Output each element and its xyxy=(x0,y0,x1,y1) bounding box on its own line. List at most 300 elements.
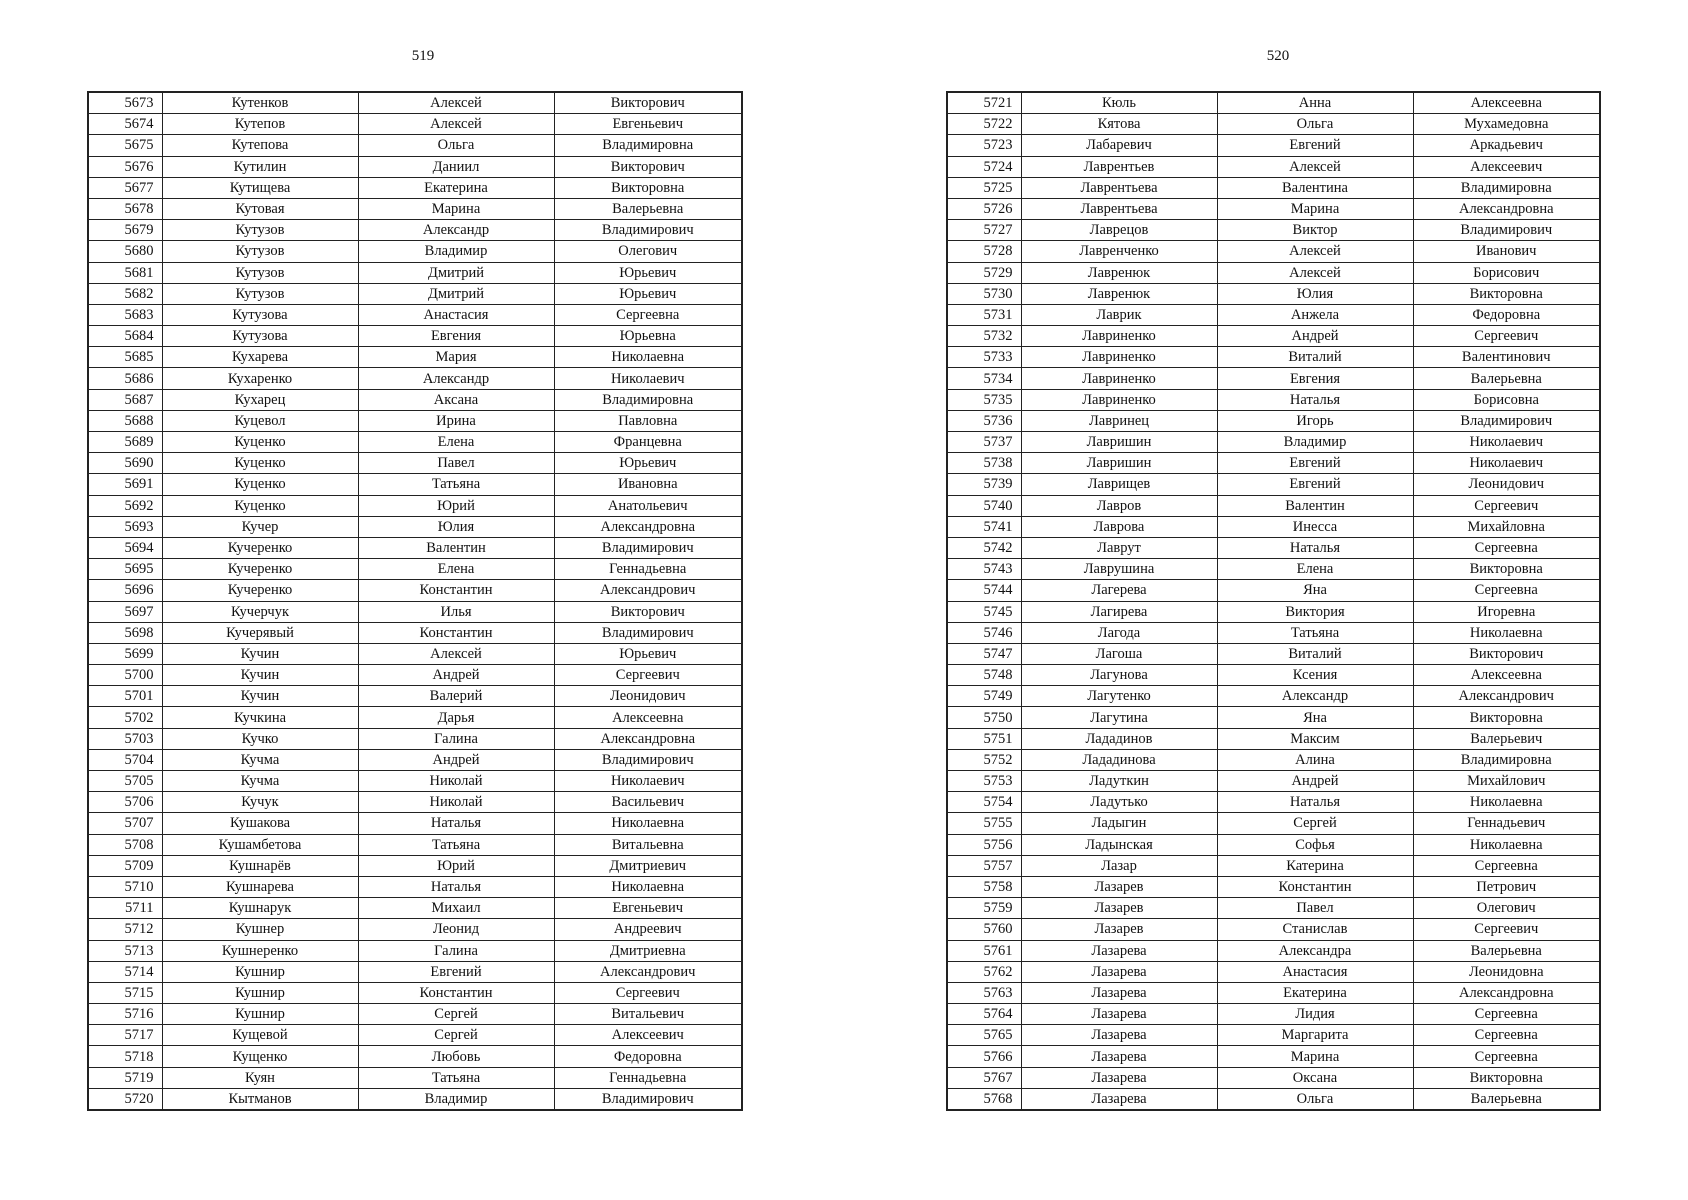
table-row xyxy=(88,262,742,283)
patronymic-cell: Францевна xyxy=(554,432,742,453)
table-row xyxy=(947,559,1600,580)
table-row xyxy=(947,537,1600,558)
first-name-cell: Леонид xyxy=(358,919,554,940)
record-number-cell: 5717 xyxy=(88,1025,162,1046)
patronymic-cell: Владимировна xyxy=(1413,749,1600,770)
record-number-cell: 5739 xyxy=(947,474,1021,495)
first-name-cell: Анастасия xyxy=(1217,961,1413,982)
surname-cell: Кутузов xyxy=(162,241,358,262)
table-row xyxy=(88,135,742,156)
first-name-cell: Алексей xyxy=(358,114,554,135)
record-number-cell: 5741 xyxy=(947,516,1021,537)
record-number-cell: 5744 xyxy=(947,580,1021,601)
table-row xyxy=(88,114,742,135)
table-row xyxy=(88,474,742,495)
patronymic-cell: Алексеевич xyxy=(1413,156,1600,177)
surname-cell: Кучук xyxy=(162,792,358,813)
patronymic-cell: Николаевич xyxy=(554,771,742,792)
surname-cell: Лазарева xyxy=(1021,961,1217,982)
record-number-cell: 5727 xyxy=(947,220,1021,241)
record-number-cell: 5731 xyxy=(947,304,1021,325)
record-number-cell: 5711 xyxy=(88,898,162,919)
patronymic-cell: Викторович xyxy=(554,156,742,177)
patronymic-cell: Александровна xyxy=(1413,198,1600,219)
surname-cell: Лавринец xyxy=(1021,410,1217,431)
record-number-cell: 5695 xyxy=(88,559,162,580)
surname-cell: Лавренюк xyxy=(1021,262,1217,283)
surname-cell: Кятова xyxy=(1021,114,1217,135)
first-name-cell: Алексей xyxy=(358,643,554,664)
record-number-cell: 5697 xyxy=(88,601,162,622)
table-row xyxy=(88,241,742,262)
table-row xyxy=(88,940,742,961)
surname-cell: Лагерева xyxy=(1021,580,1217,601)
patronymic-cell: Аркадьевич xyxy=(1413,135,1600,156)
surname-cell: Лаврентьев xyxy=(1021,156,1217,177)
record-number-cell: 5751 xyxy=(947,728,1021,749)
patronymic-cell: Сергеевна xyxy=(1413,855,1600,876)
table-row xyxy=(88,1088,742,1110)
surname-cell: Ладыгин xyxy=(1021,813,1217,834)
first-name-cell: Владимир xyxy=(358,1088,554,1110)
surname-cell: Лагунова xyxy=(1021,665,1217,686)
record-number-cell: 5673 xyxy=(88,92,162,114)
first-name-cell: Ольга xyxy=(358,135,554,156)
surname-cell: Кучин xyxy=(162,643,358,664)
patronymic-cell: Юрьевич xyxy=(554,453,742,474)
first-name-cell: Юлия xyxy=(1217,283,1413,304)
table-row xyxy=(88,728,742,749)
first-name-cell: Евгений xyxy=(358,961,554,982)
surname-cell: Кутузова xyxy=(162,326,358,347)
patronymic-cell: Николаевна xyxy=(1413,622,1600,643)
surname-cell: Лавриненко xyxy=(1021,326,1217,347)
first-name-cell: Татьяна xyxy=(1217,622,1413,643)
table-row xyxy=(88,220,742,241)
surname-cell: Кучеренко xyxy=(162,537,358,558)
surname-cell: Кухарева xyxy=(162,347,358,368)
table-row xyxy=(947,177,1600,198)
record-number-cell: 5720 xyxy=(88,1088,162,1110)
patronymic-cell: Александрович xyxy=(554,961,742,982)
surname-cell: Кутузов xyxy=(162,283,358,304)
surname-cell: Кучеренко xyxy=(162,559,358,580)
surname-cell: Лагутенко xyxy=(1021,686,1217,707)
surname-cell: Кушамбетова xyxy=(162,834,358,855)
record-number-cell: 5759 xyxy=(947,898,1021,919)
patronymic-cell: Владимировна xyxy=(554,135,742,156)
first-name-cell: Павел xyxy=(1217,898,1413,919)
record-number-cell: 5760 xyxy=(947,919,1021,940)
record-number-cell: 5685 xyxy=(88,347,162,368)
patronymic-cell: Васильевич xyxy=(554,792,742,813)
record-number-cell: 5763 xyxy=(947,982,1021,1003)
page-number-left: 519 xyxy=(411,48,435,64)
patronymic-cell: Александровна xyxy=(554,728,742,749)
record-number-cell: 5735 xyxy=(947,389,1021,410)
first-name-cell: Константин xyxy=(358,982,554,1003)
table-row xyxy=(88,304,742,325)
patronymic-cell: Федоровна xyxy=(1413,304,1600,325)
first-name-cell: Яна xyxy=(1217,580,1413,601)
table-row xyxy=(947,92,1600,114)
first-name-cell: Сергей xyxy=(358,1004,554,1025)
patronymic-cell: Геннадьевич xyxy=(1413,813,1600,834)
first-name-cell: Аксана xyxy=(358,389,554,410)
first-name-cell: Константин xyxy=(358,580,554,601)
table-row xyxy=(947,1004,1600,1025)
first-name-cell: Алексей xyxy=(1217,262,1413,283)
record-number-cell: 5734 xyxy=(947,368,1021,389)
surname-cell: Кучма xyxy=(162,771,358,792)
table-row xyxy=(88,855,742,876)
table-row xyxy=(88,432,742,453)
table-row xyxy=(88,198,742,219)
patronymic-cell: Владимирович xyxy=(1413,220,1600,241)
surname-cell: Кучко xyxy=(162,728,358,749)
surname-cell: Кухаренко xyxy=(162,368,358,389)
patronymic-cell: Игоревна xyxy=(1413,601,1600,622)
surname-cell: Лавров xyxy=(1021,495,1217,516)
first-name-cell: Максим xyxy=(1217,728,1413,749)
record-number-cell: 5754 xyxy=(947,792,1021,813)
record-number-cell: 5722 xyxy=(947,114,1021,135)
patronymic-cell: Владимирович xyxy=(554,1088,742,1110)
surname-cell: Лазарева xyxy=(1021,1025,1217,1046)
surname-cell: Лавриненко xyxy=(1021,389,1217,410)
first-name-cell: Виктор xyxy=(1217,220,1413,241)
table-row xyxy=(88,177,742,198)
table-row xyxy=(947,241,1600,262)
table-row xyxy=(88,643,742,664)
surname-cell: Лаврова xyxy=(1021,516,1217,537)
surname-cell: Кухарец xyxy=(162,389,358,410)
first-name-cell: Валентин xyxy=(1217,495,1413,516)
record-number-cell: 5690 xyxy=(88,453,162,474)
table-row xyxy=(947,940,1600,961)
first-name-cell: Николай xyxy=(358,792,554,813)
patronymic-cell: Николаевна xyxy=(554,347,742,368)
record-number-cell: 5736 xyxy=(947,410,1021,431)
surname-cell: Лазарева xyxy=(1021,982,1217,1003)
first-name-cell: Владимир xyxy=(358,241,554,262)
patronymic-cell: Мухамедовна xyxy=(1413,114,1600,135)
record-number-cell: 5714 xyxy=(88,961,162,982)
table-row xyxy=(947,114,1600,135)
patronymic-cell: Петрович xyxy=(1413,876,1600,897)
first-name-cell: Юрий xyxy=(358,855,554,876)
table-row xyxy=(88,749,742,770)
patronymic-cell: Валерьевна xyxy=(554,198,742,219)
surname-cell: Лавришин xyxy=(1021,453,1217,474)
surname-cell: Куценко xyxy=(162,453,358,474)
patronymic-cell: Михайлович xyxy=(1413,771,1600,792)
first-name-cell: Александр xyxy=(358,368,554,389)
first-name-cell: Екатерина xyxy=(358,177,554,198)
surname-cell: Кушнарева xyxy=(162,876,358,897)
first-name-cell: Елена xyxy=(358,432,554,453)
record-number-cell: 5728 xyxy=(947,241,1021,262)
patronymic-cell: Владимирович xyxy=(554,749,742,770)
table-row xyxy=(947,283,1600,304)
first-name-cell: Игорь xyxy=(1217,410,1413,431)
table-row xyxy=(88,601,742,622)
first-name-cell: Валентина xyxy=(1217,177,1413,198)
surname-cell: Кутилин xyxy=(162,156,358,177)
surname-cell: Лазарева xyxy=(1021,1088,1217,1110)
patronymic-cell: Павловна xyxy=(554,410,742,431)
table-row xyxy=(88,347,742,368)
record-number-cell: 5745 xyxy=(947,601,1021,622)
first-name-cell: Сергей xyxy=(358,1025,554,1046)
first-name-cell: Дмитрий xyxy=(358,283,554,304)
table-row xyxy=(947,749,1600,770)
first-name-cell: Евгений xyxy=(1217,474,1413,495)
first-name-cell: Дарья xyxy=(358,707,554,728)
patronymic-cell: Владимировна xyxy=(554,389,742,410)
surname-cell: Кюль xyxy=(1021,92,1217,114)
patronymic-cell: Юрьевич xyxy=(554,283,742,304)
patronymic-cell: Федоровна xyxy=(554,1046,742,1067)
surname-cell: Лаврентьева xyxy=(1021,177,1217,198)
patronymic-cell: Геннадьевна xyxy=(554,1067,742,1088)
surname-cell: Лавришин xyxy=(1021,432,1217,453)
record-number-cell: 5726 xyxy=(947,198,1021,219)
table-row xyxy=(947,389,1600,410)
first-name-cell: Елена xyxy=(1217,559,1413,580)
page-number-right: 520 xyxy=(1266,48,1290,64)
patronymic-cell: Борисович xyxy=(1413,262,1600,283)
surname-cell: Лаврецов xyxy=(1021,220,1217,241)
surname-cell: Кучин xyxy=(162,665,358,686)
record-number-cell: 5706 xyxy=(88,792,162,813)
first-name-cell: Евгения xyxy=(1217,368,1413,389)
record-number-cell: 5696 xyxy=(88,580,162,601)
patronymic-cell: Ивановна xyxy=(554,474,742,495)
patronymic-cell: Сергеевич xyxy=(554,982,742,1003)
surname-cell: Лавриненко xyxy=(1021,368,1217,389)
surname-cell: Лаврик xyxy=(1021,304,1217,325)
record-number-cell: 5693 xyxy=(88,516,162,537)
first-name-cell: Ирина xyxy=(358,410,554,431)
table-row xyxy=(947,304,1600,325)
record-number-cell: 5687 xyxy=(88,389,162,410)
patronymic-cell: Сергеевич xyxy=(1413,495,1600,516)
record-number-cell: 5698 xyxy=(88,622,162,643)
patronymic-cell: Витальевич xyxy=(554,1004,742,1025)
first-name-cell: Сергей xyxy=(1217,813,1413,834)
surname-cell: Лададинов xyxy=(1021,728,1217,749)
surname-cell: Кушнарёв xyxy=(162,855,358,876)
patronymic-cell: Владимирович xyxy=(1413,410,1600,431)
patronymic-cell: Сергеевна xyxy=(554,304,742,325)
patronymic-cell: Валерьевна xyxy=(1413,1088,1600,1110)
first-name-cell: Виктория xyxy=(1217,601,1413,622)
table-row xyxy=(88,707,742,728)
first-name-cell: Татьяна xyxy=(358,834,554,855)
record-number-cell: 5723 xyxy=(947,135,1021,156)
first-name-cell: Евгения xyxy=(358,326,554,347)
first-name-cell: Дмитрий xyxy=(358,262,554,283)
first-name-cell: Ольга xyxy=(1217,114,1413,135)
table-row xyxy=(88,410,742,431)
patronymic-cell: Викторовна xyxy=(1413,559,1600,580)
table-row xyxy=(947,855,1600,876)
patronymic-cell: Николаевна xyxy=(554,876,742,897)
patronymic-cell: Сергеевна xyxy=(1413,1025,1600,1046)
record-number-cell: 5680 xyxy=(88,241,162,262)
table-row xyxy=(88,516,742,537)
patronymic-cell: Витальевна xyxy=(554,834,742,855)
record-number-cell: 5701 xyxy=(88,686,162,707)
patronymic-cell: Викторовна xyxy=(1413,283,1600,304)
table-row xyxy=(947,262,1600,283)
table-row xyxy=(947,347,1600,368)
table-row xyxy=(947,961,1600,982)
record-number-cell: 5749 xyxy=(947,686,1021,707)
surname-cell: Лазар xyxy=(1021,855,1217,876)
table-row xyxy=(88,1025,742,1046)
table-row xyxy=(947,432,1600,453)
patronymic-cell: Викторович xyxy=(1413,643,1600,664)
record-number-cell: 5712 xyxy=(88,919,162,940)
surname-cell: Лаврут xyxy=(1021,537,1217,558)
first-name-cell: Яна xyxy=(1217,707,1413,728)
first-name-cell: Андрей xyxy=(358,665,554,686)
table-row xyxy=(947,410,1600,431)
first-name-cell: Софья xyxy=(1217,834,1413,855)
patronymic-cell: Иванович xyxy=(1413,241,1600,262)
surname-cell: Лаврищев xyxy=(1021,474,1217,495)
record-number-cell: 5713 xyxy=(88,940,162,961)
surname-cell: Лавриненко xyxy=(1021,347,1217,368)
first-name-cell: Екатерина xyxy=(1217,982,1413,1003)
surname-cell: Кущевой xyxy=(162,1025,358,1046)
surname-cell: Кучма xyxy=(162,749,358,770)
patronymic-cell: Евгеньевич xyxy=(554,898,742,919)
surname-cell: Кутепов xyxy=(162,114,358,135)
name-table-right xyxy=(946,91,1601,1111)
record-number-cell: 5699 xyxy=(88,643,162,664)
record-number-cell: 5740 xyxy=(947,495,1021,516)
table-row xyxy=(947,686,1600,707)
record-number-cell: 5725 xyxy=(947,177,1021,198)
patronymic-cell: Олегович xyxy=(1413,898,1600,919)
record-number-cell: 5718 xyxy=(88,1046,162,1067)
table-row xyxy=(947,580,1600,601)
first-name-cell: Константин xyxy=(358,622,554,643)
patronymic-cell: Валентинович xyxy=(1413,347,1600,368)
record-number-cell: 5750 xyxy=(947,707,1021,728)
record-number-cell: 5676 xyxy=(88,156,162,177)
patronymic-cell: Валерьевна xyxy=(1413,368,1600,389)
surname-cell: Ладынская xyxy=(1021,834,1217,855)
table-row xyxy=(88,792,742,813)
patronymic-cell: Юрьевна xyxy=(554,326,742,347)
first-name-cell: Лидия xyxy=(1217,1004,1413,1025)
patronymic-cell: Валерьевич xyxy=(1413,728,1600,749)
patronymic-cell: Владимировна xyxy=(1413,177,1600,198)
surname-cell: Кутузов xyxy=(162,220,358,241)
surname-cell: Кушнарук xyxy=(162,898,358,919)
record-number-cell: 5719 xyxy=(88,1067,162,1088)
surname-cell: Кытманов xyxy=(162,1088,358,1110)
table-row xyxy=(88,1046,742,1067)
first-name-cell: Марина xyxy=(1217,1046,1413,1067)
first-name-cell: Валерий xyxy=(358,686,554,707)
record-number-cell: 5705 xyxy=(88,771,162,792)
table-row xyxy=(88,919,742,940)
record-number-cell: 5743 xyxy=(947,559,1021,580)
record-number-cell: 5729 xyxy=(947,262,1021,283)
patronymic-cell: Викторовна xyxy=(554,177,742,198)
record-number-cell: 5757 xyxy=(947,855,1021,876)
table-row xyxy=(947,474,1600,495)
patronymic-cell: Леонидовна xyxy=(1413,961,1600,982)
surname-cell: Куян xyxy=(162,1067,358,1088)
first-name-cell: Валентин xyxy=(358,537,554,558)
surname-cell: Лабаревич xyxy=(1021,135,1217,156)
record-number-cell: 5684 xyxy=(88,326,162,347)
record-number-cell: 5709 xyxy=(88,855,162,876)
surname-cell: Куценко xyxy=(162,495,358,516)
record-number-cell: 5683 xyxy=(88,304,162,325)
surname-cell: Лагутина xyxy=(1021,707,1217,728)
table-row xyxy=(88,453,742,474)
patronymic-cell: Евгеньевич xyxy=(554,114,742,135)
patronymic-cell: Валерьевна xyxy=(1413,940,1600,961)
first-name-cell: Константин xyxy=(1217,876,1413,897)
first-name-cell: Юлия xyxy=(358,516,554,537)
record-number-cell: 5692 xyxy=(88,495,162,516)
patronymic-cell: Владимирович xyxy=(554,622,742,643)
surname-cell: Лавренченко xyxy=(1021,241,1217,262)
record-number-cell: 5765 xyxy=(947,1025,1021,1046)
first-name-cell: Татьяна xyxy=(358,1067,554,1088)
patronymic-cell: Леонидович xyxy=(554,686,742,707)
table-row xyxy=(947,1067,1600,1088)
surname-cell: Лазарева xyxy=(1021,1046,1217,1067)
surname-cell: Кушнеренко xyxy=(162,940,358,961)
patronymic-cell: Юрьевич xyxy=(554,643,742,664)
first-name-cell: Виталий xyxy=(1217,643,1413,664)
record-number-cell: 5733 xyxy=(947,347,1021,368)
surname-cell: Лагирева xyxy=(1021,601,1217,622)
table-row xyxy=(88,537,742,558)
first-name-cell: Илья xyxy=(358,601,554,622)
record-number-cell: 5715 xyxy=(88,982,162,1003)
table-row xyxy=(947,198,1600,219)
record-number-cell: 5694 xyxy=(88,537,162,558)
patronymic-cell: Алексеевич xyxy=(554,1025,742,1046)
table-row xyxy=(947,516,1600,537)
surname-cell: Кушнир xyxy=(162,961,358,982)
table-row xyxy=(947,220,1600,241)
first-name-cell: Анжела xyxy=(1217,304,1413,325)
surname-cell: Кучер xyxy=(162,516,358,537)
table-row xyxy=(88,580,742,601)
record-number-cell: 5756 xyxy=(947,834,1021,855)
surname-cell: Кущенко xyxy=(162,1046,358,1067)
name-table-left xyxy=(87,91,743,1111)
table-row xyxy=(88,834,742,855)
surname-cell: Кушнир xyxy=(162,1004,358,1025)
first-name-cell: Станислав xyxy=(1217,919,1413,940)
first-name-cell: Николай xyxy=(358,771,554,792)
surname-cell: Лададинова xyxy=(1021,749,1217,770)
table-row xyxy=(947,982,1600,1003)
surname-cell: Ладутько xyxy=(1021,792,1217,813)
